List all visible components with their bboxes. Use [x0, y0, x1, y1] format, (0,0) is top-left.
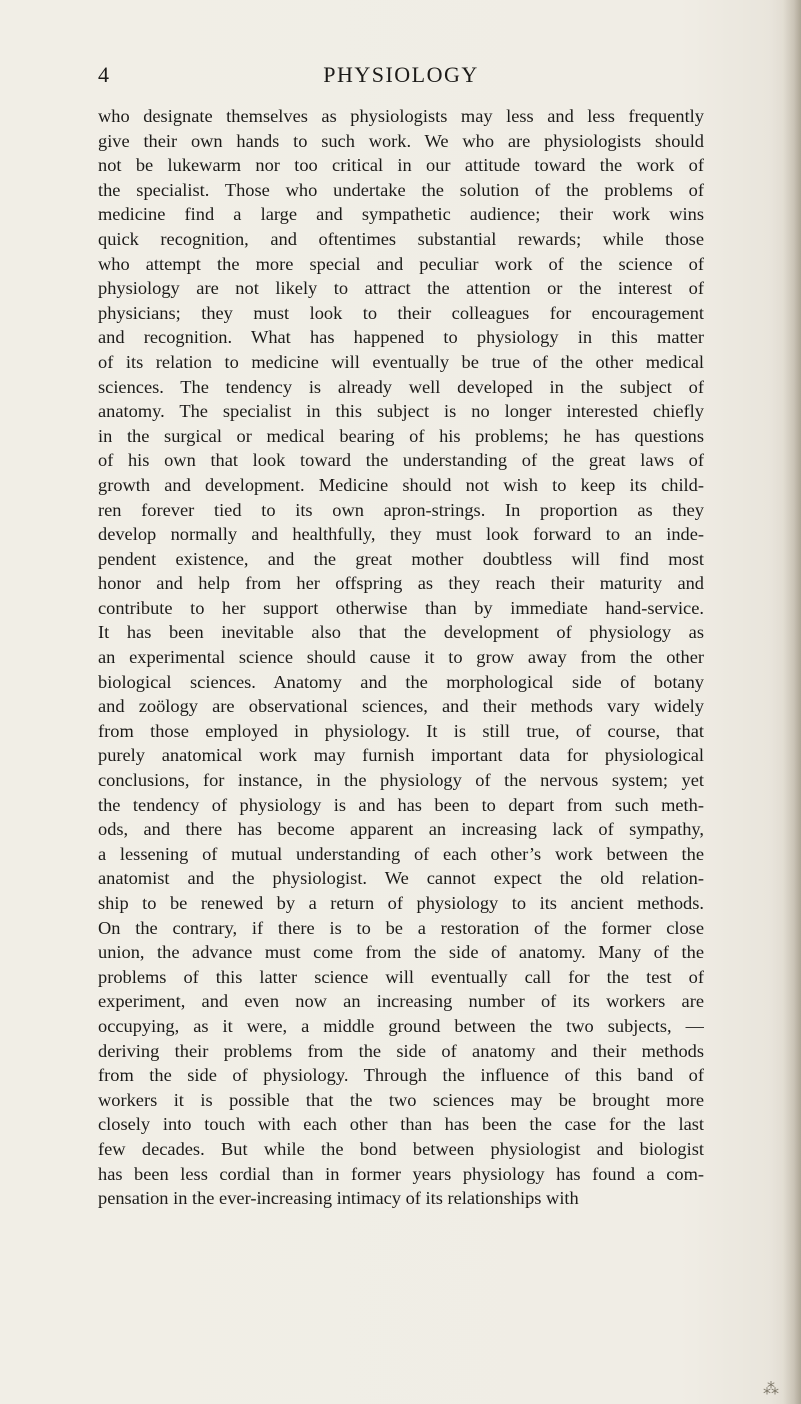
- page-edge-shadow: [783, 0, 801, 1404]
- text-line: quick recognition, and oftentimes substantial rewards; while those: [98, 228, 704, 249]
- text-line: deriving their problems from the side of anatomy and their methods: [98, 1040, 704, 1061]
- text-line: anatomy. The specialist in this subject is no longer interested chiefly: [98, 401, 704, 422]
- text-line: pendent existence, and the great mother doubtless will find most: [98, 548, 704, 569]
- text-line: an experimental science should cause it to grow away from the other: [98, 647, 704, 668]
- text-line: problems of this latter science will eventually call for the test of: [98, 966, 704, 987]
- text-line: give their own hands to such work. We who are physiologists should: [98, 130, 704, 151]
- text-line: the tendency of physiology is and has been to depart from such meth-: [98, 794, 704, 815]
- text-line: from the side of physiology. Through the influence of this band of: [98, 1065, 704, 1086]
- corner-smudge-mark: ⁂: [763, 1379, 779, 1398]
- text-line: in the surgical or medical bearing of his problems; he has questions: [98, 425, 704, 446]
- text-line: closely into touch with each other than has been the case for the last: [98, 1114, 704, 1135]
- text-line: purely anatomical work may furnish important data for physiological: [98, 745, 704, 766]
- text-line: conclusions, for instance, in the physiology of the nervous system; yet: [98, 770, 704, 791]
- text-line: who designate themselves as physiologists may less and less frequently: [98, 106, 704, 126]
- text-line: physiology are not likely to attract the attention or the interest of: [98, 278, 704, 299]
- body-text: [98, 104, 704, 1211]
- text-line: It has been inevitable also that the development of physiology as: [98, 622, 704, 643]
- text-line: develop normally and healthfully, they must look forward to an inde-: [98, 524, 704, 545]
- text-line: honor and help from her offspring as they reach their maturity and: [98, 573, 704, 594]
- running-head: [98, 62, 704, 92]
- text-line: a lessening of mutual understanding of each other’s work between the: [98, 843, 704, 864]
- text-line: workers it is possible that the two sciences may be brought more: [98, 1089, 704, 1110]
- text-line: biological sciences. Anatomy and the morphological side of botany: [98, 671, 704, 692]
- text-line: not be lukewarm nor too critical in our attitude toward the work of: [98, 155, 704, 176]
- text-line: of its relation to medicine will eventually be true of the other medical: [98, 351, 704, 372]
- text-line: the specialist. Those who undertake the solution of the problems of: [98, 179, 704, 200]
- text-line: ship to be renewed by a return of physiology to its ancient methods.: [98, 893, 704, 913]
- text-line: union, the advance must come from the side of anatomy. Many of the: [98, 942, 704, 963]
- text-line: pensation in the ever-increasing intimacy of its relationships with: [98, 1188, 579, 1209]
- page-number: 4: [98, 62, 110, 87]
- text-line: ods, and there has become apparent an increasing lack of sympathy,: [98, 819, 704, 840]
- text-line: contribute to her support otherwise than by immediate hand-service.: [98, 597, 704, 618]
- text-line: growth and development. Medicine should not wish to keep its child-: [98, 474, 704, 495]
- text-line: occupying, as it were, a middle ground between the two subjects, —: [98, 1015, 704, 1036]
- text-line: and recognition. What has happened to physiology in this matter: [98, 327, 704, 348]
- text-line: few decades. But while the bond between physiologist and biologist: [98, 1138, 704, 1159]
- text-line: anatomist and the physiologist. We cannot expect the old relation-: [98, 868, 704, 889]
- text-line: and zoölogy are observational sciences, and their methods vary widely: [98, 696, 704, 717]
- text-line: who attempt the more special and peculiar work of the science of: [98, 253, 704, 274]
- text-line: has been less cordial than in former years physiology has found a com-: [98, 1163, 704, 1184]
- text-line: On the contrary, if there is to be a restoration of the former close: [98, 917, 704, 938]
- text-line: from those employed in physiology. It is still true, of course, that: [98, 720, 704, 741]
- text-line: sciences. The tendency is already well developed in the subject of: [98, 376, 704, 397]
- running-title: PHYSIOLOGY: [323, 62, 479, 87]
- text-line: experiment, and even now an increasing number of its workers are: [98, 991, 704, 1012]
- text-line: physicians; they must look to their colleagues for encouragement: [98, 302, 704, 323]
- text-line: ren forever tied to its own apron-strings. In proportion as they: [98, 499, 704, 520]
- text-line: of his own that look toward the understanding of the great laws of: [98, 450, 704, 471]
- text-line: medicine find a large and sympathetic audience; their work wins: [98, 204, 704, 225]
